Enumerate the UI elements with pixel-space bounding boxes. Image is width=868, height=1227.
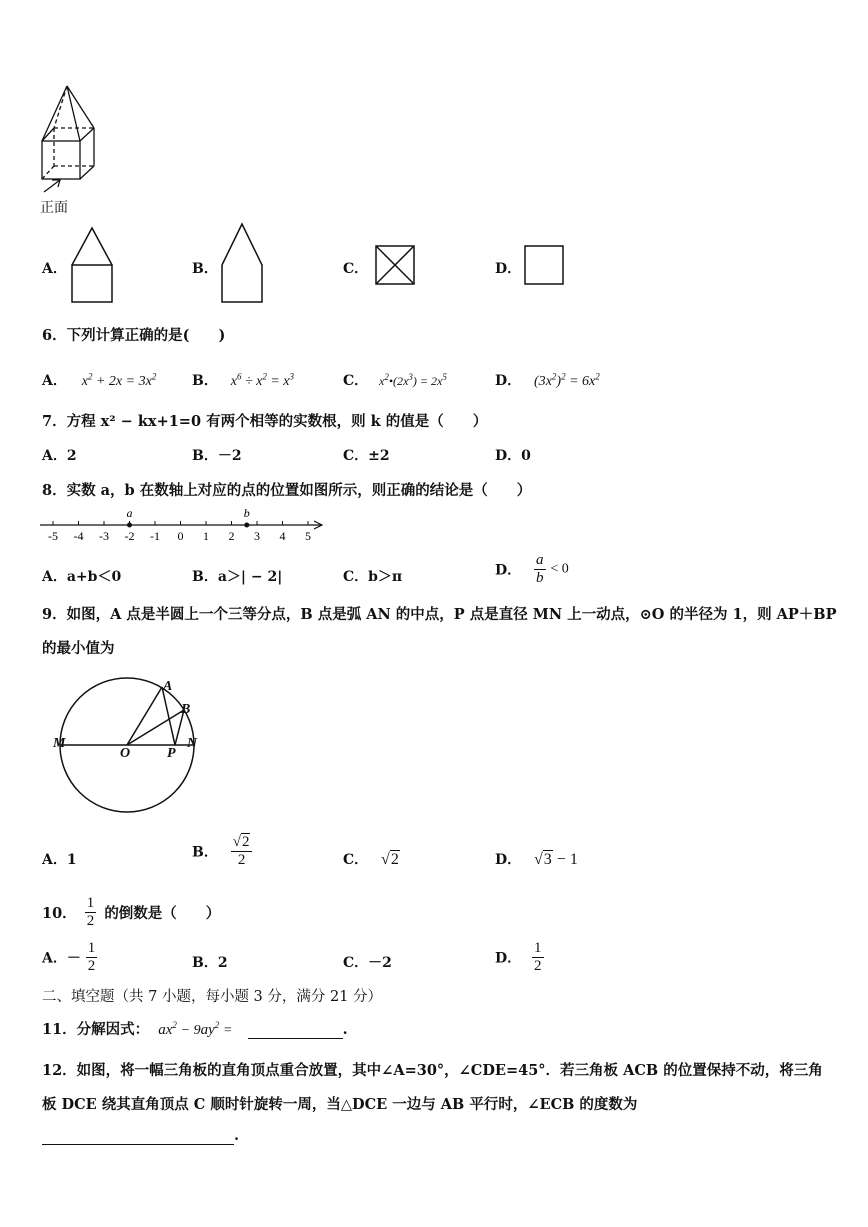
q12-line1: 12．如图，将一幅三角板的直角顶点重合放置，其中∠A=30°，∠CDE=45°．若三角板 ACB 的位置保持不动，将三角 [42, 1062, 823, 1079]
q6-option-c[interactable]: C． $x^2•(2x^3) = 2x^5$ [343, 372, 447, 389]
q6-stem: 6．下列计算正确的是( ) [42, 327, 226, 344]
q10-option-c[interactable]: C．－2 [343, 955, 392, 971]
point-label-o: O [120, 746, 131, 761]
point-b [244, 523, 249, 528]
q9-c-expr: √2 [381, 851, 399, 868]
q10-stem: 10． $\frac{1}{2}$ 的倒数是（ ） [42, 895, 221, 929]
q11-answer-blank[interactable] [248, 1021, 343, 1039]
q5-option-d-label[interactable]: D． [495, 261, 522, 277]
q5-option-b-label[interactable]: B． [192, 261, 218, 277]
q9-stem-line1: 9．如图，A 点是半圆上一个三等分点，B 点是弧 AN 的中点，P 点是直径 MN 上一动点，⊙O 的半径为 1，则 AP＋BP [42, 606, 837, 623]
number-line-tick-label: -1 [150, 529, 160, 543]
q9-stem-line2: 的最小值为 [42, 640, 115, 657]
q12-line2: 板 DCE 绕其直角顶点 C 顺时针旋转一周，当△DCE 一边与 AB 平行时，∠ECB 的度数为 [42, 1096, 638, 1113]
number-line-tick-label: -2 [124, 529, 135, 543]
q7-option-b[interactable]: B．－2 [192, 448, 242, 464]
q8-option-b[interactable]: B．a＞| − 2| [192, 569, 283, 585]
number-line-tick-label: 2 [228, 529, 235, 543]
q5-option-c-shape [374, 244, 418, 288]
q7-option-a[interactable]: A．2 [42, 448, 77, 464]
q6-option-a[interactable]: A． $x^2 + 2x = 3x^2$ [42, 371, 157, 389]
section-2-title: 二、填空题（共 7 小题，每小题 3 分，满分 21 分） [42, 989, 383, 1005]
q10-option-a[interactable]: A．－ $\frac{1}{2}$ [42, 940, 96, 974]
pyramid-cube-figure [36, 84, 106, 194]
point-label-a: A [163, 679, 173, 694]
q5-option-a-label[interactable]: A． [42, 261, 67, 277]
number-line-tick-label: 3 [254, 529, 260, 543]
q10-d-fraction: $\frac{1}{2}$ [534, 940, 542, 974]
point-a [127, 523, 132, 528]
point-label-m: M [53, 736, 66, 751]
number-line-tick-label: 4 [279, 529, 286, 543]
number-line-tick-label: -3 [99, 529, 109, 543]
q9-option-c[interactable]: C． √2 [343, 851, 399, 868]
q8-option-c[interactable]: C．b＞π [343, 569, 403, 585]
q11-stem: 11．分解因式： $ax^2 - 9ay^2$ = . [42, 1020, 348, 1038]
q8-option-d[interactable]: D． $\frac{a}{b}$ < 0 [495, 552, 569, 586]
q10-fraction: $\frac{1}{2}$ [86, 895, 95, 929]
q12-answer-blank[interactable] [42, 1127, 234, 1145]
q5-option-c-label[interactable]: C． [343, 261, 369, 277]
q7-option-c[interactable]: C．±2 [343, 448, 390, 464]
point-label-n: N [187, 736, 198, 751]
q9-d-expr: √3 − 1 [534, 851, 578, 868]
front-view-label: 正面 [40, 200, 68, 216]
q6-a-expr: $x^2 + 2x = 3x^2$ [81, 371, 157, 389]
q11-expr: $ax^2 - 9ay^2$ = [158, 1020, 233, 1038]
q5-option-d-shape [523, 244, 567, 288]
q5-option-a-shape [70, 226, 114, 304]
q6-b-expr: $x^6 \div x^2 = x^3$ [230, 371, 295, 389]
point-label-b: B [181, 702, 191, 717]
point-label-p: P [167, 746, 176, 761]
number-line [40, 505, 330, 545]
number-line-tick-label: -5 [48, 529, 58, 543]
q10-option-b[interactable]: B．2 [192, 955, 228, 971]
q9-option-d[interactable]: D． √3 − 1 [495, 851, 578, 868]
q9-option-b[interactable]: B． $\frac{√2}{2}$ [192, 834, 252, 869]
q8-d-fraction: $\frac{a}{b}$ [536, 552, 544, 586]
q7-option-d[interactable]: D．0 [495, 448, 531, 464]
q8-stem: 8．实数 a，b 在数轴上对应的点的位置如图所示，则正确的结论是（ ） [42, 482, 532, 499]
point-b-label: b [243, 506, 250, 520]
number-line-tick-label: 0 [177, 529, 184, 543]
number-line-tick-label: 5 [305, 529, 311, 543]
q10-a-fraction: $\frac{1}{2}$ [87, 940, 96, 974]
q6-option-b[interactable]: B． $x^6 \div x^2 = x^3$ [192, 371, 295, 389]
q7-stem: 7．方程 x² − kx+1=0 有两个相等的实数根，则 k 的值是（ ） [42, 413, 488, 430]
point-a-label: a [126, 506, 133, 520]
q6-d-expr: $(3x^2)^2 = 6x^2$ [534, 371, 600, 389]
q12-answer-row: . [42, 1127, 239, 1145]
q6-c-expr: $x^2•(2x^3) = 2x^5$ [379, 372, 447, 388]
q6-option-d[interactable]: D． $(3x^2)^2 = 6x^2$ [495, 371, 600, 389]
number-line-tick-label: 1 [203, 529, 209, 543]
number-line-tick-label: -4 [73, 529, 84, 543]
q10-option-d[interactable]: D． $\frac{1}{2}$ [495, 940, 542, 974]
q9-option-a[interactable]: A．1 [42, 852, 77, 868]
q8-option-a[interactable]: A．a+b＜0 [42, 569, 122, 585]
q9-b-fraction: $\frac{√2}{2}$ [231, 834, 253, 869]
q5-option-b-shape [220, 222, 264, 304]
